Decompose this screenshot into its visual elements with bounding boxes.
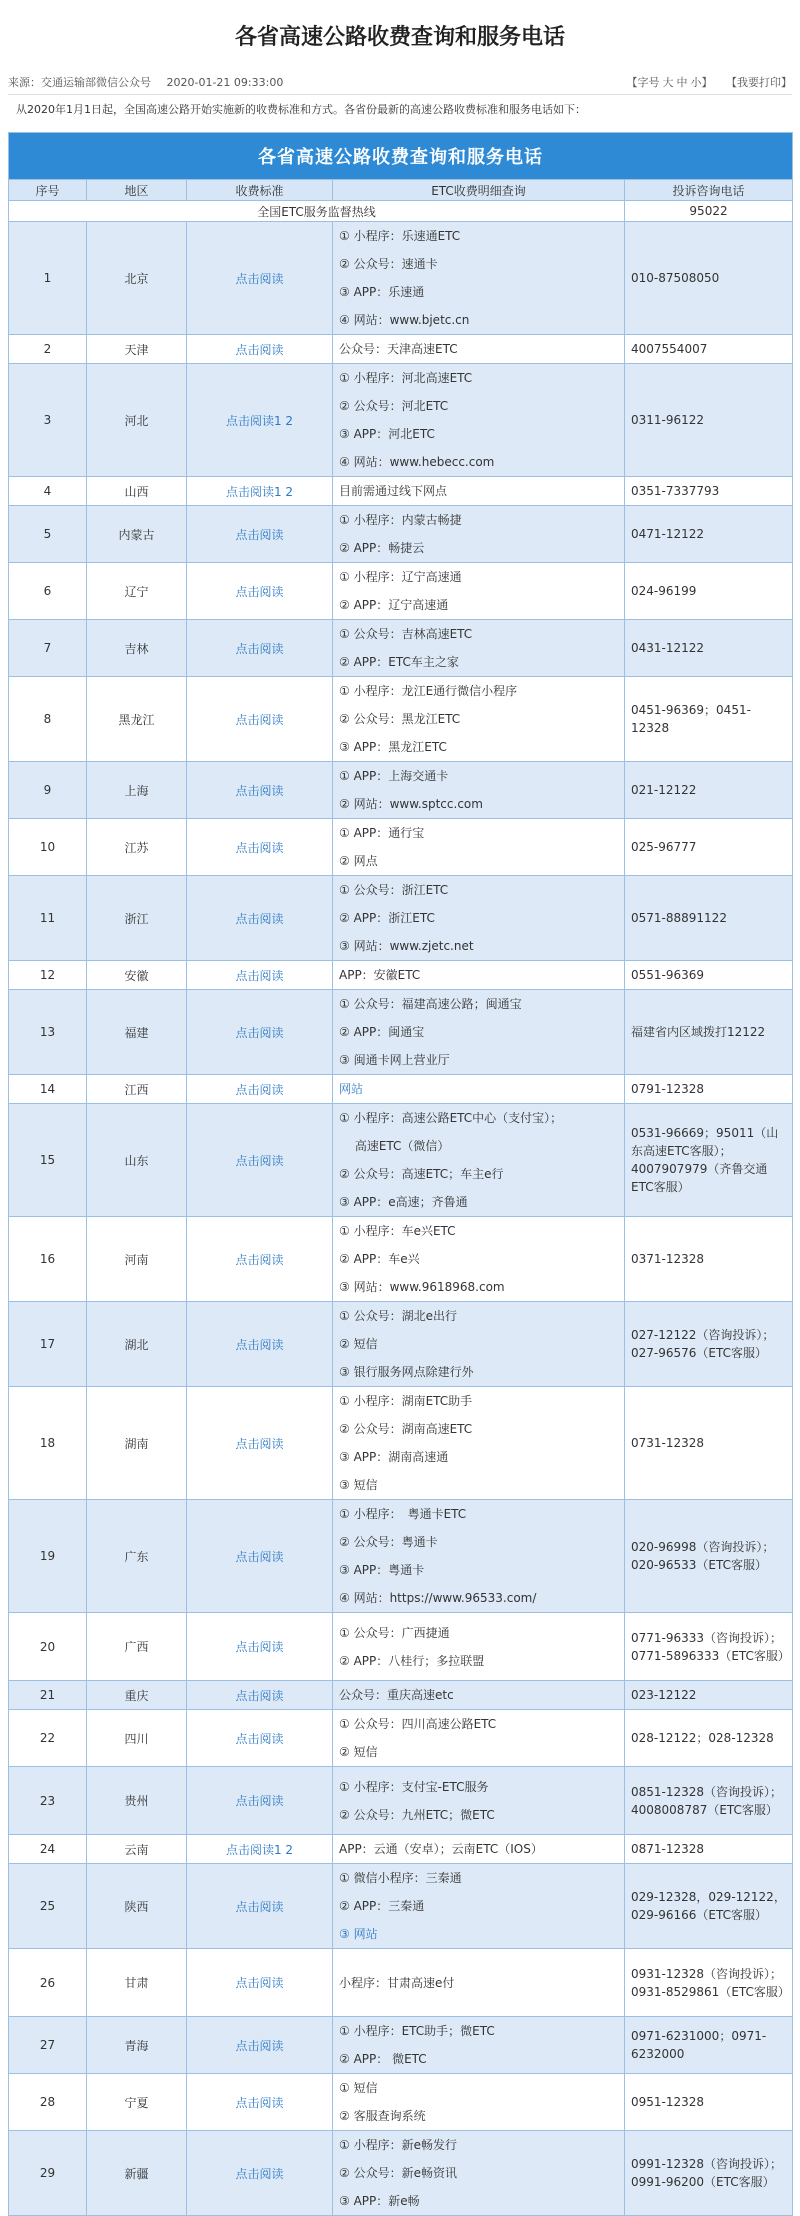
row-etc-query bbox=[333, 819, 625, 876]
row-etc-query bbox=[333, 762, 625, 819]
row-standard bbox=[187, 1613, 333, 1681]
table-row bbox=[9, 1075, 793, 1104]
row-phone: 0451-96369；0451-12328 bbox=[625, 677, 793, 762]
table-row bbox=[9, 2074, 793, 2131]
row-standard bbox=[187, 477, 333, 506]
table-row bbox=[9, 819, 793, 876]
etc-channel-item: ② APP：畅捷云 bbox=[339, 541, 425, 555]
row-standard bbox=[187, 1710, 333, 1767]
row-standard bbox=[187, 364, 333, 477]
row-number: 11 bbox=[9, 876, 87, 961]
row-phone: 0571-88891122 bbox=[625, 876, 793, 961]
row-region: 江苏 bbox=[87, 819, 187, 876]
table-row bbox=[9, 335, 793, 364]
row-phone: 0371-12328 bbox=[625, 1217, 793, 1302]
read-standard-link[interactable]: 点击阅读 bbox=[235, 2095, 284, 2110]
row-etc-query bbox=[333, 477, 625, 506]
row-etc-query bbox=[333, 876, 625, 961]
table-row bbox=[9, 2131, 793, 2216]
etc-channel-item: ② APP：闽通宝 bbox=[339, 1025, 425, 1039]
read-standard-link[interactable]: 点击阅读1 2 bbox=[225, 484, 294, 499]
row-etc-query bbox=[333, 677, 625, 762]
row-standard bbox=[187, 876, 333, 961]
etc-channel-item: ① APP：上海交通卡 bbox=[339, 769, 449, 783]
read-standard-link[interactable]: 点击阅读 bbox=[235, 1731, 284, 1746]
etc-channel-item: ② 公众号：河北ETC bbox=[339, 399, 449, 413]
etc-channel-item: ② 短信 bbox=[339, 1745, 378, 1759]
row-standard bbox=[187, 1949, 333, 2017]
row-number: 2 bbox=[9, 335, 87, 364]
row-etc-query bbox=[333, 1767, 625, 1835]
intro-text: 从2020年1月1日起，全国高速公路开始实施新的收费标准和方式。各省份最新的高速公路收费标准和服务电话如下： bbox=[16, 103, 586, 116]
etc-channel-item: ① 小程序：河北高速ETC bbox=[339, 371, 473, 385]
table-row bbox=[9, 1104, 793, 1217]
font-small-button[interactable]: 小】 bbox=[690, 76, 713, 89]
read-standard-link[interactable]: 点击阅读 bbox=[235, 1899, 284, 1914]
row-region: 浙江 bbox=[87, 876, 187, 961]
row-etc-query bbox=[333, 990, 625, 1075]
row-etc-query bbox=[333, 506, 625, 563]
read-standard-link[interactable]: 点击阅读1 2 bbox=[225, 1842, 294, 1857]
row-region: 吉林 bbox=[87, 620, 187, 677]
row-phone: 028-12122；028-12328 bbox=[625, 1710, 793, 1767]
row-number: 14 bbox=[9, 1075, 87, 1104]
etc-channel-item: ② APP：ETC车主之家 bbox=[339, 655, 459, 669]
row-phone: 福建省内区域拨打12122 bbox=[625, 990, 793, 1075]
page-title: 各省高速公路收费查询和服务电话 bbox=[234, 25, 565, 50]
etc-channel-item: ② APP：浙江ETC bbox=[339, 911, 435, 925]
row-region: 北京 bbox=[87, 222, 187, 335]
read-standard-link[interactable]: 点击阅读 bbox=[235, 968, 284, 983]
row-region: 新疆 bbox=[87, 2131, 187, 2216]
read-standard-link[interactable]: 点击阅读 bbox=[235, 783, 284, 798]
read-standard-link[interactable]: 点击阅读 bbox=[235, 342, 284, 357]
row-number: 20 bbox=[9, 1613, 87, 1681]
header-standard: 收费标准 bbox=[187, 180, 333, 201]
etc-channel-item: ② 公众号：速通卡 bbox=[339, 257, 438, 271]
etc-channel-item: ② 客服查询系统 bbox=[339, 2109, 426, 2123]
row-number: 13 bbox=[9, 990, 87, 1075]
row-number: 8 bbox=[9, 677, 87, 762]
row-region: 湖北 bbox=[87, 1302, 187, 1387]
row-region: 湖南 bbox=[87, 1387, 187, 1500]
row-region: 河南 bbox=[87, 1217, 187, 1302]
row-region: 云南 bbox=[87, 1835, 187, 1864]
read-standard-link[interactable]: 点击阅读 bbox=[235, 1688, 284, 1703]
read-standard-link[interactable]: 点击阅读 bbox=[235, 1025, 284, 1040]
etc-channel-item: ① 公众号：吉林高速ETC bbox=[339, 627, 473, 641]
etc-channel-item: ① 小程序：高速公路ETC中心（支付宝）； bbox=[339, 1111, 563, 1125]
row-etc-query bbox=[333, 1302, 625, 1387]
row-phone: 0431-12122 bbox=[625, 620, 793, 677]
etc-channel-item: ① 小程序：ETC助手；微ETC bbox=[339, 2024, 495, 2038]
row-number: 9 bbox=[9, 762, 87, 819]
row-standard bbox=[187, 222, 333, 335]
etc-channel-item: ① 小程序： 粤通卡ETC bbox=[339, 1507, 467, 1521]
font-large-button[interactable]: 大 bbox=[662, 76, 674, 89]
row-standard bbox=[187, 1500, 333, 1613]
etc-channel-item: ③ 银行服务网点除建行外 bbox=[339, 1365, 474, 1379]
row-etc-query bbox=[333, 1500, 625, 1613]
row-phone: 0531-96669；95011（山东高速ETC客服）；4007907979（齐鲁交通ETC客服） bbox=[625, 1104, 793, 1217]
row-region: 辽宁 bbox=[87, 563, 187, 620]
row-number: 24 bbox=[9, 1835, 87, 1864]
etc-channel-item: ③ 网站：www.zjetc.net bbox=[339, 939, 474, 953]
row-phone: 0471-12122 bbox=[625, 506, 793, 563]
etc-channel-item: ① 公众号：福建高速公路；闽通宝 bbox=[339, 997, 522, 1011]
row-standard bbox=[187, 1075, 333, 1104]
row-region: 江西 bbox=[87, 1075, 187, 1104]
table-row bbox=[9, 1949, 793, 2017]
etc-channel-item: ③ APP：湖南高速通 bbox=[339, 1450, 449, 1464]
row-phone: 0551-96369 bbox=[625, 961, 793, 990]
etc-channel-item: ① 公众号：湖北e出行 bbox=[339, 1309, 457, 1323]
read-standard-link[interactable]: 点击阅读 bbox=[235, 1153, 284, 1168]
row-number: 28 bbox=[9, 2074, 87, 2131]
row-region: 内蒙古 bbox=[87, 506, 187, 563]
etc-channel-item: ② 网点 bbox=[339, 854, 378, 868]
table-row bbox=[9, 364, 793, 477]
row-phone: 027-12122（咨询投诉）；027-96576（ETC客服） bbox=[625, 1302, 793, 1387]
read-standard-link[interactable]: 点击阅读 bbox=[235, 840, 284, 855]
etc-channel-item: ② 公众号：黑龙江ETC bbox=[339, 712, 461, 726]
row-standard bbox=[187, 1302, 333, 1387]
table-row bbox=[9, 1302, 793, 1387]
table-row bbox=[9, 1864, 793, 1949]
row-standard bbox=[187, 1217, 333, 1302]
row-etc-query bbox=[333, 1835, 625, 1864]
read-standard-link[interactable]: 点击阅读 bbox=[235, 712, 284, 727]
row-phone: 0851-12328（咨询投诉）；4008008787（ETC客服） bbox=[625, 1767, 793, 1835]
table-row bbox=[9, 762, 793, 819]
header-no: 序号 bbox=[9, 180, 87, 201]
row-region: 青海 bbox=[87, 2017, 187, 2074]
etc-channel-item: ② APP：辽宁高速通 bbox=[339, 598, 449, 612]
row-etc-query bbox=[333, 1613, 625, 1681]
row-standard bbox=[187, 2074, 333, 2131]
row-etc-query bbox=[333, 1104, 625, 1217]
etc-channel-item: ② APP： 微ETC bbox=[339, 2052, 427, 2066]
etc-channel-item: 公众号：天津高速ETC bbox=[339, 342, 458, 356]
etc-channel-item: 目前需通过线下网点 bbox=[339, 484, 448, 498]
read-standard-link[interactable]: 点击阅读 bbox=[235, 641, 284, 656]
etc-channel-item: ① 小程序：辽宁高速通 bbox=[339, 570, 462, 584]
meta-right bbox=[617, 74, 793, 90]
row-etc-query bbox=[333, 1217, 625, 1302]
etc-channel-item: ① 小程序：内蒙古畅捷 bbox=[339, 513, 462, 527]
row-phone: 025-96777 bbox=[625, 819, 793, 876]
etc-channel-item: ① 小程序：龙江E通行微信小程序 bbox=[339, 684, 518, 698]
row-phone: 0311-96122 bbox=[625, 364, 793, 477]
table-row bbox=[9, 677, 793, 762]
font-medium-button[interactable]: 中 bbox=[676, 76, 688, 89]
etc-website-link[interactable]: 网站 bbox=[339, 1082, 364, 1096]
row-number: 16 bbox=[9, 1217, 87, 1302]
row-standard bbox=[187, 563, 333, 620]
etc-channel-item: ② APP：八桂行；多拉联盟 bbox=[339, 1653, 485, 1668]
row-phone: 010-87508050 bbox=[625, 222, 793, 335]
etc-channel-item: ② APP：车e兴 bbox=[339, 1252, 420, 1266]
row-standard bbox=[187, 335, 333, 364]
row-number: 7 bbox=[9, 620, 87, 677]
row-phone: 0991-12328（咨询投诉）；0991-96200（ETC客服） bbox=[625, 2131, 793, 2216]
table-row bbox=[9, 1387, 793, 1500]
row-number: 27 bbox=[9, 2017, 87, 2074]
row-standard bbox=[187, 1835, 333, 1864]
read-standard-link[interactable]: 点击阅读 bbox=[235, 2166, 284, 2181]
row-region: 山西 bbox=[87, 477, 187, 506]
row-number: 21 bbox=[9, 1681, 87, 1710]
table-row bbox=[9, 1835, 793, 1864]
table-row bbox=[9, 620, 793, 677]
etc-channel-item: ③ APP：粤通卡 bbox=[339, 1563, 425, 1577]
etc-channel-item: 小程序：甘肃高速e付 bbox=[339, 1975, 455, 1990]
table-row bbox=[9, 1710, 793, 1767]
table-container bbox=[8, 132, 792, 2216]
table-row bbox=[9, 961, 793, 990]
row-region: 广西 bbox=[87, 1613, 187, 1681]
article-meta bbox=[8, 70, 792, 95]
row-etc-query bbox=[333, 1387, 625, 1500]
etc-website-link[interactable]: ③ 网站 bbox=[339, 1927, 378, 1941]
row-phone: 0351-7337793 bbox=[625, 477, 793, 506]
row-phone: 0951-12328 bbox=[625, 2074, 793, 2131]
row-number: 26 bbox=[9, 1949, 87, 2017]
row-region: 福建 bbox=[87, 990, 187, 1075]
row-number: 15 bbox=[9, 1104, 87, 1217]
etc-channel-item: APP：安徽ETC bbox=[339, 968, 421, 982]
header-region: 地区 bbox=[87, 180, 187, 201]
etc-channel-item: ② 公众号：新e畅资讯 bbox=[339, 2166, 457, 2180]
row-phone: 0771-96333（咨询投诉）；0771-5896333（ETC客服） bbox=[625, 1613, 793, 1681]
table-caption: 各省高速公路收费查询和服务电话 bbox=[9, 133, 793, 180]
table-row bbox=[9, 876, 793, 961]
row-phone: 021-12122 bbox=[625, 762, 793, 819]
table-row bbox=[9, 990, 793, 1075]
row-etc-query bbox=[333, 335, 625, 364]
read-standard-link[interactable]: 点击阅读 bbox=[235, 1549, 284, 1564]
etc-channel-item: ① 公众号：四川高速公路ETC bbox=[339, 1717, 497, 1731]
row-number: 4 bbox=[9, 477, 87, 506]
row-number: 18 bbox=[9, 1387, 87, 1500]
etc-channel-item: ④ 网站：www.bjetc.cn bbox=[339, 313, 470, 327]
row-region: 河北 bbox=[87, 364, 187, 477]
etc-channel-item: ② 公众号：湖南高速ETC bbox=[339, 1422, 473, 1436]
etc-channel-item: ② 短信 bbox=[339, 1337, 378, 1351]
etc-channel-item: ① 公众号：广西捷通 bbox=[339, 1625, 450, 1640]
table-row bbox=[9, 1217, 793, 1302]
row-standard bbox=[187, 961, 333, 990]
read-standard-link[interactable]: 点击阅读 bbox=[235, 2038, 284, 2053]
row-etc-query bbox=[333, 1710, 625, 1767]
row-etc-query bbox=[333, 1949, 625, 2017]
etc-channel-item: ① 小程序：车e兴ETC bbox=[339, 1224, 456, 1238]
table-row bbox=[9, 1681, 793, 1710]
font-size-label: 【字号 bbox=[626, 76, 660, 89]
read-standard-link[interactable]: 点击阅读 bbox=[235, 1976, 284, 1990]
read-standard-link[interactable]: 点击阅读 bbox=[235, 584, 284, 599]
row-region: 陕西 bbox=[87, 1864, 187, 1949]
hotline-number: 95022 bbox=[625, 201, 793, 222]
etc-channel-item: ③ APP：黑龙江ETC bbox=[339, 740, 447, 754]
read-standard-link[interactable]: 点击阅读 bbox=[235, 911, 284, 926]
source-label: 来源：交通运输部微信公众号 bbox=[8, 76, 151, 89]
header-phone: 投诉咨询电话 bbox=[625, 180, 793, 201]
row-region: 安徽 bbox=[87, 961, 187, 990]
table-row bbox=[9, 477, 793, 506]
etc-channel-item: ③ 短信 bbox=[339, 1478, 378, 1492]
publish-date: 2020-01-21 09:33:00 bbox=[166, 76, 284, 89]
read-standard-link[interactable]: 点击阅读 bbox=[235, 1640, 284, 1654]
read-standard-link[interactable]: 点击阅读 bbox=[235, 1436, 284, 1451]
row-etc-query bbox=[333, 2074, 625, 2131]
table-row bbox=[9, 1500, 793, 1613]
etc-channel-item: ③ APP：新e畅 bbox=[339, 2194, 420, 2208]
row-etc-query bbox=[333, 961, 625, 990]
table-row bbox=[9, 1767, 793, 1835]
table-row bbox=[9, 1613, 793, 1681]
row-standard bbox=[187, 506, 333, 563]
etc-channel-item: ① 短信 bbox=[339, 2081, 378, 2095]
row-phone: 020-96998（咨询投诉）；020-96533（ETC客服） bbox=[625, 1500, 793, 1613]
row-number: 29 bbox=[9, 2131, 87, 2216]
print-button[interactable]: 【我要打印】 bbox=[726, 76, 792, 89]
row-etc-query bbox=[333, 364, 625, 477]
etc-channel-item: ② 公众号：高速ETC；车主e行 bbox=[339, 1167, 504, 1181]
row-phone: 0871-12328 bbox=[625, 1835, 793, 1864]
table-caption-row bbox=[9, 133, 793, 180]
row-standard bbox=[187, 819, 333, 876]
row-number: 6 bbox=[9, 563, 87, 620]
row-number: 19 bbox=[9, 1500, 87, 1613]
hotline-row bbox=[9, 201, 793, 222]
read-standard-link[interactable]: 点击阅读1 2 bbox=[225, 413, 294, 428]
toll-table bbox=[8, 132, 793, 2216]
read-standard-link[interactable]: 点击阅读 bbox=[235, 1794, 284, 1808]
read-standard-link[interactable]: 点击阅读 bbox=[235, 271, 284, 286]
row-standard bbox=[187, 762, 333, 819]
row-region: 四川 bbox=[87, 1710, 187, 1767]
row-etc-query bbox=[333, 620, 625, 677]
row-etc-query bbox=[333, 1075, 625, 1104]
table-row bbox=[9, 2017, 793, 2074]
etc-channel-item: ① 小程序：乐速通ETC bbox=[339, 229, 461, 243]
row-etc-query bbox=[333, 563, 625, 620]
row-number: 22 bbox=[9, 1710, 87, 1767]
etc-channel-item: ③ APP：e高速；齐鲁通 bbox=[339, 1195, 468, 1209]
etc-channel-item: ② 公众号：粤通卡 bbox=[339, 1535, 438, 1549]
etc-channel-item: ③ 闽通卡网上营业厅 bbox=[339, 1053, 450, 1067]
row-etc-query bbox=[333, 2017, 625, 2074]
etc-channel-item: ④ 网站：www.hebecc.com bbox=[339, 455, 495, 469]
row-phone: 0791-12328 bbox=[625, 1075, 793, 1104]
read-standard-link[interactable]: 点击阅读 bbox=[235, 1082, 284, 1097]
row-region: 天津 bbox=[87, 335, 187, 364]
row-standard bbox=[187, 2131, 333, 2216]
table-row bbox=[9, 506, 793, 563]
read-standard-link[interactable]: 点击阅读 bbox=[235, 1252, 284, 1267]
etc-channel-item: ① 小程序：湖南ETC助手 bbox=[339, 1394, 473, 1408]
row-standard bbox=[187, 1387, 333, 1500]
etc-channel-item: ② APP：三秦通 bbox=[339, 1899, 425, 1913]
row-number: 25 bbox=[9, 1864, 87, 1949]
row-number: 3 bbox=[9, 364, 87, 477]
row-number: 1 bbox=[9, 222, 87, 335]
meta-left bbox=[8, 74, 295, 90]
row-standard bbox=[187, 1104, 333, 1217]
row-etc-query bbox=[333, 2131, 625, 2216]
etc-channel-item: ③ 网站：www.9618968.com bbox=[339, 1280, 505, 1294]
row-standard bbox=[187, 1864, 333, 1949]
row-phone: 029-12328，029-12122，029-96166（ETC客服） bbox=[625, 1864, 793, 1949]
row-region: 山东 bbox=[87, 1104, 187, 1217]
row-standard bbox=[187, 2017, 333, 2074]
etc-channel-item: ① 小程序：支付宝-ETC服务 bbox=[339, 1779, 489, 1794]
row-standard bbox=[187, 677, 333, 762]
row-etc-query bbox=[333, 1681, 625, 1710]
hotline-label: 全国ETC服务监督热线 bbox=[9, 201, 625, 222]
row-standard bbox=[187, 620, 333, 677]
row-standard bbox=[187, 1767, 333, 1835]
etc-channel-item: ② 网站：www.sptcc.com bbox=[339, 797, 483, 811]
row-phone: 0731-12328 bbox=[625, 1387, 793, 1500]
etc-channel-item: ② 公众号：九州ETC；微ETC bbox=[339, 1807, 495, 1822]
row-phone: 4007554007 bbox=[625, 335, 793, 364]
row-region: 重庆 bbox=[87, 1681, 187, 1710]
table-row bbox=[9, 563, 793, 620]
etc-channel-item: ① 微信小程序：三秦通 bbox=[339, 1871, 462, 1885]
etc-channel-item: ① APP：通行宝 bbox=[339, 826, 425, 840]
row-etc-query bbox=[333, 1864, 625, 1949]
row-standard bbox=[187, 1681, 333, 1710]
row-phone: 024-96199 bbox=[625, 563, 793, 620]
etc-channel-item: APP：云通（安卓）；云南ETC（IOS） bbox=[339, 1842, 543, 1856]
row-phone: 023-12122 bbox=[625, 1681, 793, 1710]
etc-channel-item: ③ APP：乐速通 bbox=[339, 285, 425, 299]
table-row bbox=[9, 222, 793, 335]
row-region: 上海 bbox=[87, 762, 187, 819]
row-standard bbox=[187, 990, 333, 1075]
row-region: 甘肃 bbox=[87, 1949, 187, 2017]
row-number: 10 bbox=[9, 819, 87, 876]
row-number: 12 bbox=[9, 961, 87, 990]
etc-channel-item: ① 公众号：浙江ETC bbox=[339, 883, 449, 897]
read-standard-link[interactable]: 点击阅读 bbox=[235, 527, 284, 542]
row-phone: 0931-12328（咨询投诉）；0931-8529861（ETC客服） bbox=[625, 1949, 793, 2017]
row-region: 广东 bbox=[87, 1500, 187, 1613]
row-region: 宁夏 bbox=[87, 2074, 187, 2131]
etc-channel-item: ① 小程序：新e畅发行 bbox=[339, 2138, 457, 2152]
etc-channel-item: 高速ETC（微信） bbox=[339, 1139, 450, 1153]
row-phone: 0971-6231000；0971-6232000 bbox=[625, 2017, 793, 2074]
row-number: 23 bbox=[9, 1767, 87, 1835]
row-number: 17 bbox=[9, 1302, 87, 1387]
read-standard-link[interactable]: 点击阅读 bbox=[235, 1337, 284, 1352]
etc-channel-item: ③ APP：河北ETC bbox=[339, 427, 435, 441]
row-etc-query bbox=[333, 222, 625, 335]
header-etc: ETC收费明细查询 bbox=[333, 180, 625, 201]
row-number: 5 bbox=[9, 506, 87, 563]
table-header-row bbox=[9, 180, 793, 201]
row-region: 黑龙江 bbox=[87, 677, 187, 762]
row-region: 贵州 bbox=[87, 1767, 187, 1835]
etc-channel-item: 公众号：重庆高速etc bbox=[339, 1688, 454, 1702]
etc-channel-item: ④ 网站：https://www.96533.com/ bbox=[339, 1591, 537, 1605]
